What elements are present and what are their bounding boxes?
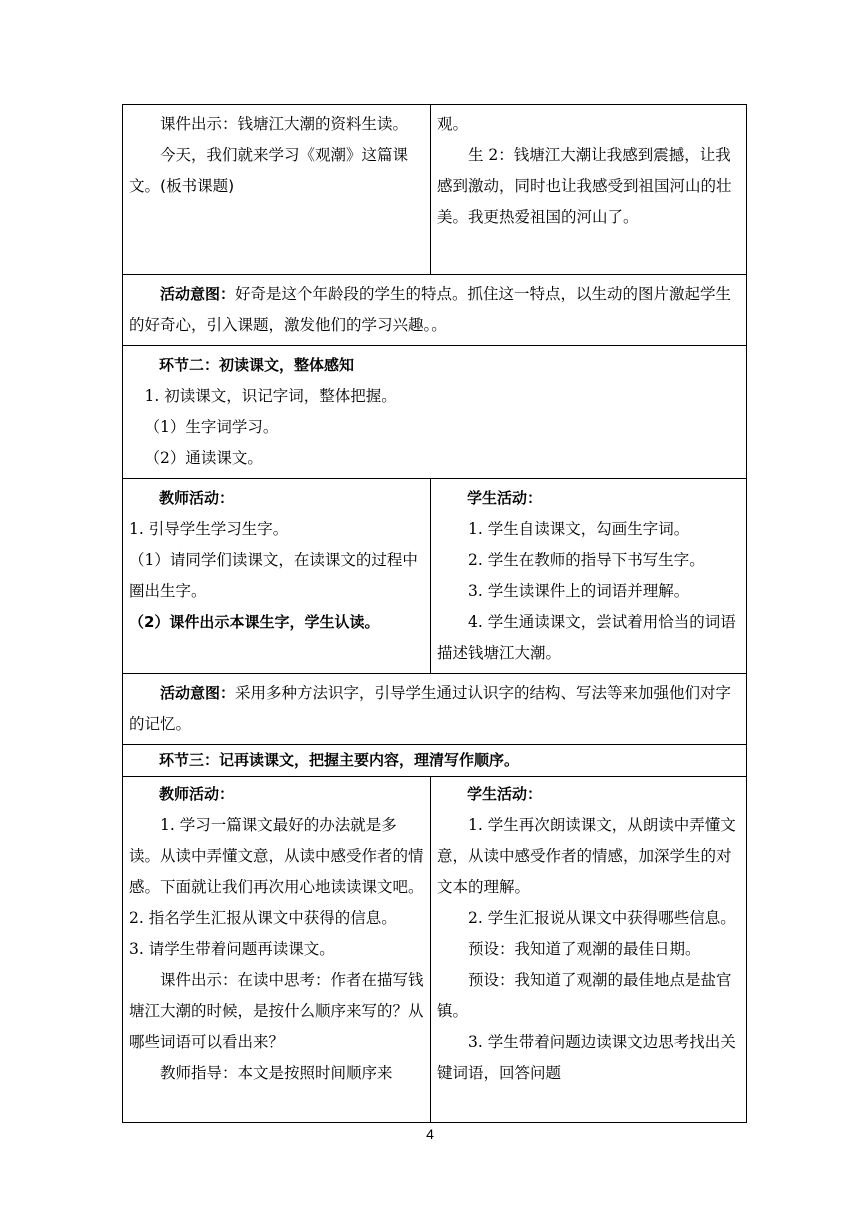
student-cell: [431, 479, 747, 674]
paragraph: 2. 指名学生汇报从课文中获得的信息。: [129, 909, 397, 927]
paragraph: 4. 学生通读课文，尝试着用恰当的词语描述钱塘江大潮。: [437, 613, 736, 662]
section-title: 记再读课文，把握主要内容，理清写作顺序。: [219, 751, 520, 769]
section-cell: [123, 745, 747, 777]
paragraph-text: 今天，我们就来学习《观潮》这篇课文。: [129, 146, 409, 195]
intent-text: 好奇是这个年龄段的学生的特点。抓住这一特点，以生动的图片激起学生的好奇心，引入课题，激发他们的学习兴趣。。: [129, 285, 732, 334]
paragraph: 3. 学生带着问题边读课文边思考找出关键词语，回答问题: [437, 1033, 736, 1082]
table-row: [123, 275, 747, 346]
paragraph: 1. 学习一篇课文最好的办法就是多读。从读中弄懂文意，从读中感受作者的情感。下面就让我们再次用心地读读课文吧。: [129, 816, 424, 896]
paragraph: 观。: [437, 115, 469, 133]
section-heading: [129, 747, 740, 773]
paragraph: 1. 初读课文，识记字词，整体把握。: [144, 387, 397, 405]
teacher-cell: [123, 777, 431, 1123]
teacher-heading: 教师活动：: [159, 785, 235, 803]
paragraph: [129, 140, 424, 202]
board-note: (板书课题): [160, 177, 235, 195]
paragraph: 预设：我知道了观潮的最佳地点是盐官镇。: [437, 971, 732, 1020]
table-row: [123, 479, 747, 674]
table-row: [123, 105, 747, 275]
table-row: [123, 346, 747, 479]
intent-label: 活动意图：: [160, 285, 236, 303]
paragraph: 3. 学生读课件上的词语并理解。: [468, 582, 690, 600]
paragraph: （1）生字词学习。: [144, 418, 279, 436]
paragraph: 课件出示：钱塘江大潮的资料生读。: [160, 115, 409, 133]
lesson-plan-table: [122, 104, 747, 1123]
section-title: 初读课文，整体感知: [219, 356, 355, 374]
paragraph: [129, 279, 740, 341]
paragraph: （2）课件出示本课生字，学生认读。: [129, 613, 380, 631]
paragraph: 课件出示：在读中思考：作者在描写钱塘江大潮的时候，是按什么顺序来写的？从哪些词语可以看出来？: [129, 971, 424, 1051]
table-row: [123, 674, 747, 745]
section-heading: [129, 350, 740, 381]
section-label: 环节三：: [159, 751, 220, 769]
student-heading: 学生活动：: [467, 489, 543, 507]
student-cell: [431, 777, 747, 1123]
intent-cell: [123, 275, 747, 346]
paragraph: （2）通读课文。: [144, 449, 263, 467]
paragraph: 1. 学生再次朗读课文，从朗读中弄懂文意，从读中感受作者的情感，加深学生的对文本的理解。: [437, 816, 736, 896]
paragraph: 2. 学生汇报说从课文中获得哪些信息。: [468, 909, 736, 927]
teacher-cell: [123, 105, 431, 275]
paragraph: 1. 引导学生学习生字。: [129, 520, 289, 538]
intent-text: 采用多种方法识字，引导学生通过认识字的结构、写法等来加强他们对字的记忆。: [129, 684, 732, 733]
intent-label: 活动意图：: [160, 684, 236, 702]
paragraph: 生 2：钱塘江大潮让我感到震撼，让我感到激动，同时也让我感受到祖国河山的壮美。我更热爱祖国的河山了。: [437, 146, 732, 226]
paragraph: 3. 请学生带着问题再读课文。: [129, 940, 335, 958]
teacher-heading: 教师活动：: [159, 489, 235, 507]
paragraph: [129, 678, 740, 740]
section-label: 环节二：: [159, 356, 220, 374]
section-cell: [123, 346, 747, 479]
intent-cell: [123, 674, 747, 745]
page-number: 4: [426, 1126, 434, 1142]
paragraph: 教师指导：本文是按照时间顺序来: [160, 1064, 393, 1082]
paragraph: （1）请同学们读课文，在读课文的过程中圈出生字。: [129, 551, 418, 600]
student-cell: [431, 105, 747, 275]
table-row: [123, 777, 747, 1123]
student-heading: 学生活动：: [467, 785, 543, 803]
table-row: [123, 745, 747, 777]
paragraph: 2. 学生在教师的指导下书写生字。: [468, 551, 705, 569]
teacher-cell: [123, 479, 431, 674]
paragraph: 预设：我知道了观潮的最佳日期。: [468, 940, 701, 958]
paragraph: 1. 学生自读课文，勾画生字词。: [468, 520, 690, 538]
